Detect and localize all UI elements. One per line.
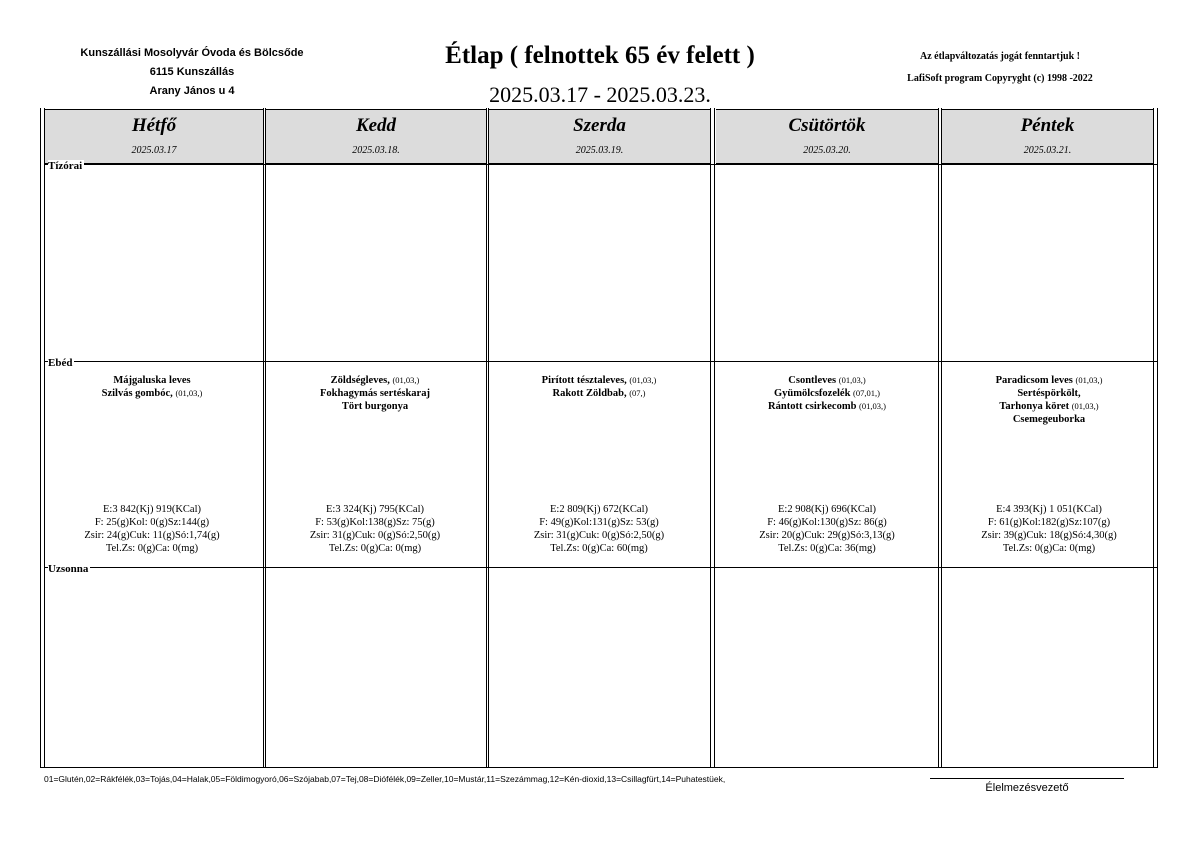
allergen-codes: (01,03,) [838,375,866,385]
dish-name: Paradicsom leves [995,375,1073,386]
allergen-codes: (01,03,) [859,401,886,411]
nutrition-wednesday [494,503,704,555]
day-header-monday [45,109,263,164]
allergen-codes: (01,03,) [1075,375,1103,385]
row-divider-tizorai [44,164,1158,165]
column-divider [941,108,942,768]
allergen-codes: (01,03,) [175,388,203,398]
nutrition-line: Tel.Zs: 0(g)Ca: 0(mg) [1002,543,1096,554]
nutrition-line: E:3 842(Kj) 919(KCal) [103,504,201,515]
allergen-codes: (01,03,) [392,375,420,385]
dish-item [944,387,1154,400]
org-address: Arany János u 4 [149,85,235,97]
dish-item [47,374,257,387]
day-date: 2025.03.17 [131,145,177,156]
dish-name: Májgaluska leves [113,375,191,386]
dish-item [47,387,257,400]
nutrition-line: Zsir: 24(g)Cuk: 11(g)Só:1,74(g) [84,530,220,541]
nutrition-line: E:3 324(Kj) 795(KCal) [326,504,424,515]
dish-name: Sertéspörkölt, [1017,388,1081,399]
nutrition-line: E:2 908(Kj) 696(KCal) [778,504,876,515]
dish-item [944,400,1154,413]
row-label-uzsonna: Uzsonna [48,563,89,575]
dish-item [944,413,1154,426]
day-date: 2025.03.18. [352,145,400,156]
dish-name: Pirított tésztaleves, [541,375,627,386]
day-name: Péntek [1020,115,1075,136]
nutrition-monday [47,503,257,555]
nutrition-thursday [722,503,932,555]
day-date: 2025.03.20. [803,145,851,156]
dish-item [270,374,480,387]
nutrition-line: E:4 393(Kj) 1 051(KCal) [996,504,1102,515]
organization-block [62,44,322,101]
page-title: Étlap ( felnottek 65 év felett ) [445,42,755,69]
dish-name: Tarhonya köret [999,401,1070,412]
dish-item [944,374,1154,387]
lunch-menu-friday [944,374,1154,426]
nutrition-line: Zsir: 31(g)Cuk: 0(g)Só:2,50(g) [533,530,665,541]
lunch-menu-thursday [722,374,932,413]
column-divider [486,108,487,768]
nutrition-line: Tel.Zs: 0(g)Ca: 0(mg) [105,543,199,554]
lunch-menu-tuesday [270,374,480,413]
day-header-tuesday [266,109,486,164]
nutrition-line: F: 61(g)Kol:182(g)Sz:107(g) [987,517,1111,528]
day-header-wednesday [489,109,710,164]
row-divider-uzsonna [44,567,1158,568]
nutrition-line: F: 53(g)Kol:138(g)Sz: 75(g) [315,517,435,528]
dish-name: Gyümölcsfozelék [774,388,851,399]
menu-grid-inner-frame [44,108,1154,768]
dish-item [494,387,704,400]
day-header-thursday [716,109,938,164]
nutrition-line: Zsir: 31(g)Cuk: 0(g)Só:2,50(g) [309,530,441,541]
change-notice: Az étlapváltozatás jogát fenntartjuk ! [920,51,1080,62]
signature-line [930,778,1124,779]
column-divider [710,108,711,768]
allergen-codes: (01,03,) [629,375,657,385]
dish-item [270,400,480,413]
nutrition-line: Tel.Zs: 0(g)Ca: 36(mg) [778,543,876,554]
dish-item [270,387,480,400]
nutrition-friday [944,503,1154,555]
column-divider [265,108,266,768]
nutrition-line: Tel.Zs: 0(g)Ca: 0(mg) [328,543,422,554]
day-header-friday [942,109,1153,164]
nutrition-line: Zsir: 20(g)Cuk: 29(g)Só:3,13(g) [759,530,895,541]
day-date: 2025.03.21. [1023,145,1072,156]
row-label-ebed: Ebéd [48,357,73,369]
nutrition-line: F: 25(g)Kol: 0(g)Sz:144(g) [94,517,210,528]
dish-item [494,374,704,387]
column-divider [263,108,264,768]
day-name: Csütörtök [788,115,866,136]
lunch-menu-monday [47,374,257,400]
dish-name: Rakott Zöldbab, [552,388,627,399]
nutrition-line: E:2 809(Kj) 672(KCal) [550,504,648,515]
row-label-tizorai: Tízórai [48,160,83,172]
column-divider [488,108,489,768]
allergen-codes: (01,03,) [1071,401,1099,411]
day-name: Kedd [355,115,397,136]
dish-name: Zöldségleves, [330,375,390,386]
nutrition-tuesday [270,503,480,555]
nutrition-line: F: 46(g)Kol:130(g)Sz: 86(g) [767,517,887,528]
signature-label: Élelmezésvezető [985,782,1069,794]
copyright-text: LafiSoft program Copyryght (c) 1998 -2022 [907,73,1093,84]
nutrition-line: F: 49(g)Kol:131(g)Sz: 53(g) [539,517,659,528]
day-name: Szerda [573,115,626,136]
day-name: Hétfő [131,115,177,136]
dish-name: Tört burgonya [341,401,409,412]
nutrition-line: Zsir: 39(g)Cuk: 18(g)Só:4,30(g) [981,530,1117,541]
date-range: 2025.03.17 - 2025.03.23. [489,82,711,107]
org-name: Kunszállási Mosolyvár Óvoda és Bölcsőde [80,47,304,59]
lunch-menu-wednesday [494,374,704,400]
allergen-codes: (07,01,) [853,388,880,398]
dish-name: Csemegeuborka [1012,414,1086,425]
dish-name: Fokhagymás sertéskaraj [320,388,430,399]
nutrition-line: Tel.Zs: 0(g)Ca: 60(mg) [550,543,648,554]
dish-item [722,374,932,387]
row-divider-ebed [44,361,1158,362]
allergen-legend: 01=Glutén,02=Rákfélék,03=Tojás,04=Halak,05=Földimogyoró,06=Szójabab,07=Tej,08=Diófélék,09=Zeller,10=Mustár,11=Szezámmag,12=Kén-dioxid,13=Csillagfürt,14=Puhatestüek, [44,774,726,784]
dish-item [722,400,932,413]
dish-name: Szilvás gombóc, [101,388,173,399]
org-zip-city: 6115 Kunszállás [149,66,235,78]
allergen-codes: (07,) [629,388,646,398]
dish-name: Csontleves [788,375,837,386]
column-divider [714,108,715,768]
column-divider [938,108,939,768]
day-date: 2025.03.19. [575,145,624,156]
dish-item [722,387,932,400]
dish-name: Rántott csirkecomb [768,401,857,412]
